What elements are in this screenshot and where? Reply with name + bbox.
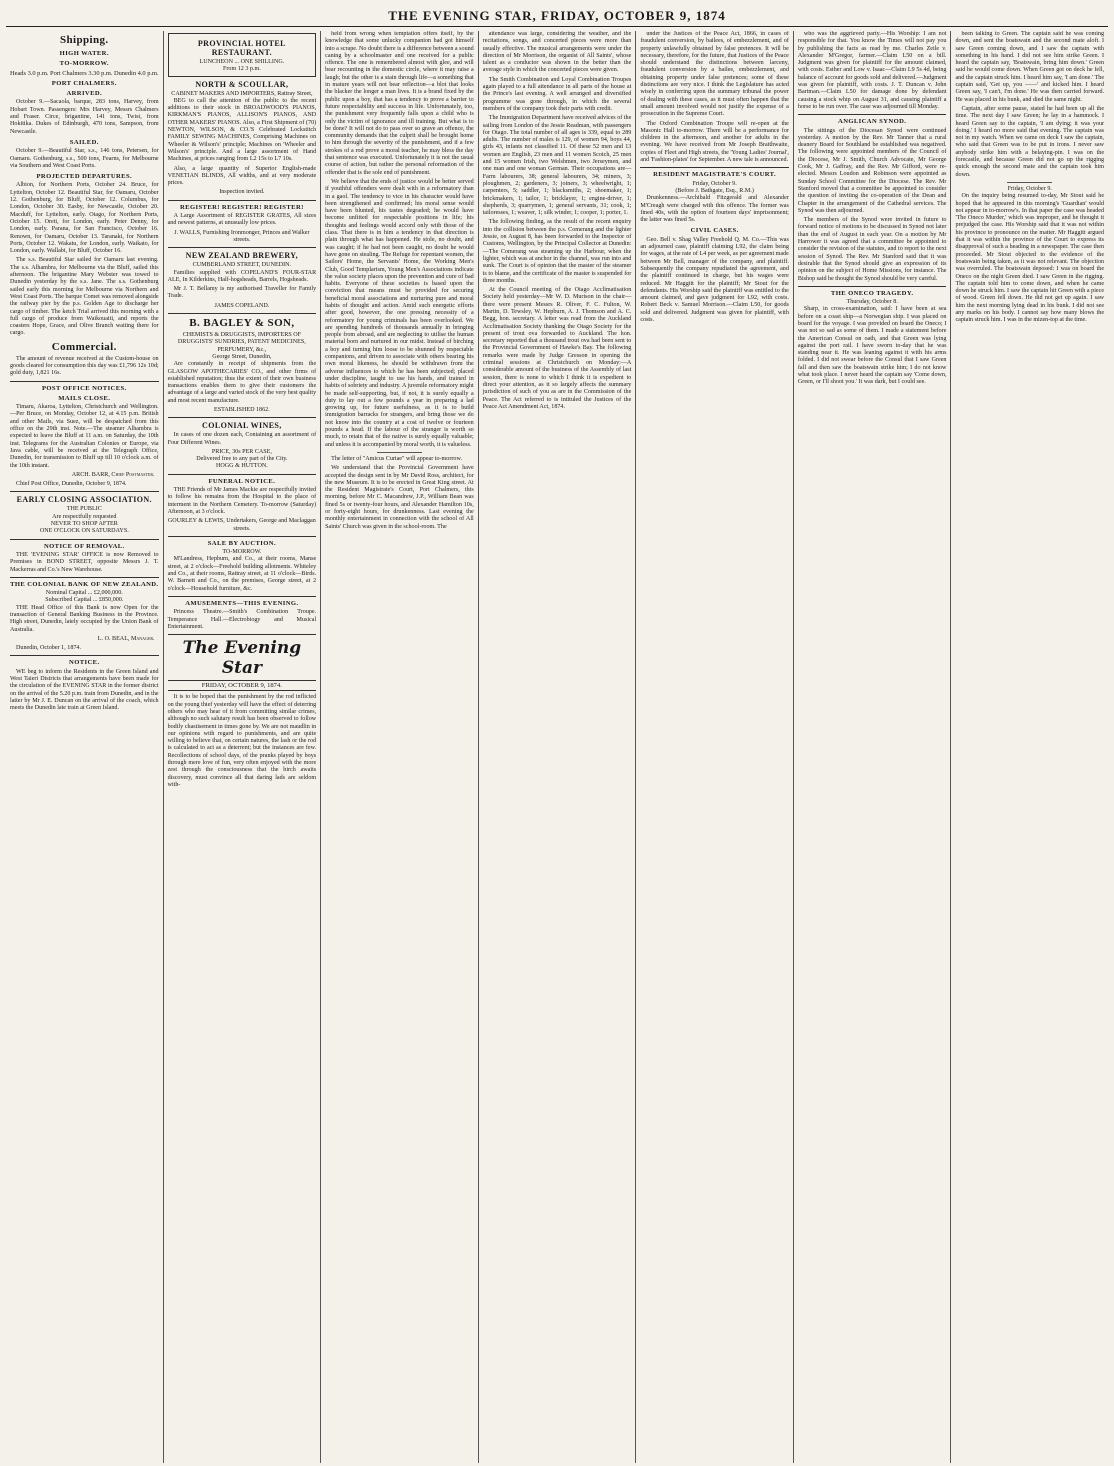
synod-text: The members of the Synod were invited in future to forward notice of motions to be discussed in Synod not later than the end of August in each year. On a motion by Mr Harrower it was agreed that a committee be appointed to consider the revision of the statutes, and to report to the next session of Synod. The Rev. Mr Stanford said that it was desirable that the Synod should give an expression of its opinion on the subject of Home Missions, for instance. The Bishop said he thought the Synod should be very careful. (797, 217, 947, 282)
friday-heading: Friday, October 9. (1007, 185, 1052, 192)
wines-price: PRICE, 30s PER CASE, (211, 448, 272, 455)
leader-continued: We believe that the ends of justice would be better served if youthful offenders were dealt with in a reformatory than in a gaol. The tendency to vice in his character would have been strengthened and confirmed; his moral sense would have been blunted, his tastes degraded; he would have become unfitted for respectable positions in life; his thoughts and feelings would accord only with those of the class. That there is in him a tendency in that direction is plain through what has happened. He stole, no doubt, and was caught; if he had not been caught, no doubt he would have gone on stealing. The Refuge for repentant women, the Sailors' Home, the Servants' Home, the Working Men's Club, Good Templarism, Young Men's Associations indicate the value society places upon the prevention and cure of bad habits. Everyone of these societies is based upon the conviction that means must be provided for securing beneficial moral associations and nurturing pure and moral habits of thought and action. Amid such energetic efforts after good, however, the one pressing necessity of a reformatory for young criminals has been overlooked. We are spending hundreds of thousands annually in bringing people from abroad, and are neglecting to utilise the human material born and nurtured in our midst. Instead of birching a boy and turning him loose to be shunned by respectable companions, and driven to associate with others bearing his own moral likeness, he should be withdrawn from the adverse influences to which he has been subjected; placed under discipline, taught to use his hands, and trained in habits of sobriety and industry. A juvenile reformatory might be made self-supporting, but, if not, it is surely equally a duty to lay out a few pounds a year in preparing a lad growing up, for future usefulness, as it is to build immigration barracks for strangers, and bring those we do not know into the country at a cost of twelve or fourteen pounds a head. If the labour of the stranger is worth so much, to retain that of the native is surely equally valuable; and unless it is accompanied by moral worth, it is valueless. (325, 178, 474, 448)
register-text: A Large Assortment of REGISTER GRATES, All sizes and newest patterns, at unusually low prices. (167, 213, 317, 227)
wines-delivery: Delivered free to any part of the City. (196, 456, 288, 463)
wines-signature: HOGG & HUTTON. (215, 463, 268, 470)
register-ad (168, 204, 317, 244)
early-closing-line: THE PUBLIC (66, 506, 102, 513)
civil-cases-heading: CIVIL CASES. (690, 227, 739, 235)
brewery-heading: NEW ZEALAND BREWERY, (185, 251, 299, 261)
hotel-hours: From 12 3 p.m. (222, 66, 261, 73)
rm-court-bench: (Before J. Bathgate, Esq., R.M.) (675, 187, 754, 194)
post-office-footer: Chief Post Office, Dunedin, October 9, 1874. (16, 481, 127, 488)
masthead (6, 6, 1108, 27)
oneco-date: Thursday, October 8. (846, 299, 898, 306)
bagley-established: ESTABLISHED 1862. (214, 406, 270, 413)
north-heading: NORTH & SCOULLAR, (195, 79, 289, 89)
early-closing-line: ONE O'CLOCK ON SATURDAYS. (39, 528, 129, 535)
north-text: BEG to call the attention of the public to the recent additions to their stock in BROADWOOD'S PIANOS, KIRKMAN'S PIANOS, ALLISON'S PIANOS, AND OTHER MAKERS' PIANOS. Also, a First Shipment of (70) NEWTON, WILSON, & CO.'S Celebrated Lockstitch FAMILY SEWING MACHINES, Comprising Machines on 'Wheeler & Wilson's' principle; Machines on 'Wheeler and Wilson's' principle. And a large assortment of Hand Machines, at prices ranging from L2 15s to L7 10s. (167, 97, 317, 163)
bagley-sub: CHEMISTS & DRUGGISTS, IMPORTERS OF DRUGGISTS' SUNDRIES, PATENT MEDICINES, PERFUMERY, &c., (177, 332, 306, 353)
early-closing-line: Are respectfully requested (52, 513, 117, 520)
divider (798, 114, 947, 115)
north-inspection: Inspection invited. (219, 189, 265, 196)
brewery-signature: JAMES COPELAND. (214, 302, 270, 309)
tide-dunedin: Dunedin 4.0 p.m. (114, 69, 159, 77)
rm-court-date: Friday, October 9. (692, 180, 737, 187)
wines-text: In cases of one dozen each, Containing an assortment of Four Different Wines. (167, 432, 317, 446)
local-news: The Smith Combination and Loyal Combination Troupes again played to a full attendance in all parts of the house at the Prince's last evening. A well arranged and diversified programme was gone through, in which the several members of the company took their parts with credit. (482, 76, 632, 112)
projected-text: Albion, for Northern Ports, October 24. Bruce, for Lyttelton, October 12. Beautiful Star, for Oamaru, October 12. Gothenburg, for Bluff, October 12. Columbus, for London, October 30. Easby, for Newcastle, October 20. Macduff, for Lyttelton, early. Otago, for Northern Ports, October 15. Oreti, for London, early. Peter Denny, for London, early. Parana, for San Francisco, October 16. Renown, for Oamaru, October 13. Taranaki, for Northern Ports, October 12. Wakatu, for London, early. Waikato, for London, early. Wallabi, for Bluff, October 16. (10, 182, 159, 255)
funeral-heading: FUNERAL NOTICE. (208, 477, 276, 485)
oneco-text: Sharp, in cross-examination, said: I have been at sea before on a coast ship—a Norwegian ship. I was placed on board for the voyage. I was provided on board the Oneco; I was not so sad as some of them. I made a statement before the American Consul on oath, and that Green was lying against the port rail. I have sworn to-day that he was standing near it. He was leaning against it with his arms folded. I did not swear before the Consul that I saw Green fall and then saw the boatswain strike him; I do not know what took place. I never heard the captain say 'Come down, Green, or I'll shoot you.' It was dark, but I could see. (797, 306, 947, 386)
divider (168, 634, 317, 635)
local-news: At the Council meeting of the Otago Acclimatisation Society held yesterday—Mr W. D. Murison in the chair—there were present Messrs R. Oliver, F. C. Fulton, W. Martin, D. Tewsley, W. Hepburn, A. J. Thomson and A. C. Begg, hon. secretary. A letter was read from the Auckland Acclimatisation Society thanking the Otago Society for the present of trout ova forwarded to Auckland. The hon. secretary reported that a thousand trout ova had been sent to the Provincial Government of Hawke's Bay. The following remarks were made by Judge Gresson in opening the criminal sessions at Christchurch on Monday:—A considerable amount of the business of the Assembly of last session, there is none to which I think it is expedient to direct your attention, as it so largely affects the summary jurisdiction of such of you as are in the Commission of the Peace. The Act referred to is intituled the Justices of the Peace Act Amendment Act, 1874. (482, 287, 632, 410)
north-scoullar-ad (168, 80, 317, 197)
bank-nominal-capital: Nominal Capital ... £2,000,000. (45, 590, 123, 597)
divider (10, 577, 159, 578)
wines-ad (168, 421, 317, 470)
civil-cases-text: Geo. Bell v. Shag Valley Freehold Q. M. Co.—This was an adjourned case, plaintiff claiming L92, the claim being for wages, at the rate of L4 per week, as per agreement made between Mr Bell, manager of the company, and plaintiff. Subsequently the company repudiated the agreement, and the plaintiff continued in charge, but his wages were reduced. Mr Haggitt for the plaintiff; Mr Stout for the defendants. His Worship said the plaintiff was entitled to the amount claimed, and gave judgment for L92, with costs. Robert Beck v. Samuel Morrison.—Claim L50, for goods sold and delivered. Judgment was given for plaintiff, with costs. (640, 236, 789, 323)
register-signature: J. WALLS, Furnishing Ironmonger, Princes and Walker streets. (174, 229, 310, 243)
early-closing-line: NEVER TO SHOP AFTER (50, 521, 118, 528)
divider (377, 452, 422, 453)
commercial-heading: Commercial. (51, 340, 117, 353)
local-news: under the Justices of the Peace Act, 1866, in cases of fraudulent conversion, by bailees, of embezzlement, and of property unlawfully obtained by false pretences. It will be necessary, therefore, for the future, that Justices of the Peace should understand the distinctions between larceny, fraudulent conversion by a bailee, embezzlement, and obtaining property under false pretences; some of these distinctions are very nice. I think the Legislature has acted wisely in conferring upon the summary tribunal the power of dealing with these cases, as it must often happen that the small amount involved would not justify the expense of a prosecution in the Supreme Court. (640, 31, 789, 118)
divider (10, 655, 159, 656)
local-news: The following finding, as the result of the recent enquiry into the collision between the p.s. Comerang and the lighter Jessie, on August 8, has been forwarded to the Inspector of Customs, Wellington, by the Principal Collector at Dunedin:—The Comerang was steaming up the Harbour, when the lighter, which was at anchor in the channel, was run into and sunk. The Court is of opinion that the master of the steamer is to blame, and the certificate of the master is suspended for three months. (482, 219, 632, 284)
paper-title: The Evening Star (182, 638, 302, 679)
brewery-text: Families supplied with COPELAND'S FOUR-STAR ALE, In Kilderkins, Half-hogsheads, Barrels, Hogsheads. (167, 269, 317, 283)
bagley-heading: B. BAGLEY & SON, (189, 317, 295, 330)
divider (798, 286, 947, 287)
funeral-signature: GOURLEY & LEWIS, Undertakers, George and Maclaggan streets. (167, 518, 316, 532)
commercial-text: The amount of revenue received at the Custom-house on goods cleared for consumption this day was £1,796 12s 10d; gold duty, 1,821 16s. (10, 355, 159, 377)
paper-date: FRIDAY, OCTOBER 9, 1874. (168, 680, 317, 691)
rm-court-heading: RESIDENT MAGISTRATE'S COURT. (653, 171, 777, 179)
brewery-sub: CUMBERLAND STREET, DUNEDIN. (192, 262, 292, 269)
notice-text: WE beg to inform the Residents in the Green Island and West Taieri Districts that arrangements have been made for the circulation of the EVENING STAR in the former district on the arrival of the 5.20 p.m. train from Dunedin, and in the latter by Mr J. E. Duncan on the arrival of the coach, which meets the Dunedin late train at Green Island. (10, 668, 159, 712)
arrived-text: October 9.—Sacaola, barque, 283 tons, Harvey, from Hobart Town. Passengers: Mrs Harvey, Messrs Chalmers and Fraser. Circe, brigantine, 141 tons, Twist, from Hokitika. Dukes of Edinburgh, 470 tons, Sampson, from Newcastle. (10, 99, 159, 135)
column-6 (794, 31, 952, 1463)
oneco-heading: THE ONECO TRAGEDY. (830, 289, 914, 297)
hotel-ad (168, 33, 317, 77)
local-news: We understand that the Provincial Government have accepted the design sent in by Mr David Ross, architect, for the new Museum. It is to be erected in Great King street. At the Resident Magistrate's Court, Port Chalmers, this morning, before Mr C. Macandrew, J.P., William Bean was fined 5s or twenty-four hours, and Alexander Hamilton 10s, or forty-eight hours, for drunkenness. Last evening the monthly entertainment in connection with the school of All Saints' Church was given in the school-room. The (325, 465, 474, 530)
wines-heading: COLONIAL WINES, (202, 421, 282, 431)
oneco-continued: Captain, after some pause, stated he had been up all the time. The next day I saw Green; he lay in a hammock. I heard Green say to the captain, 'I am dying; it was your doing.' I heard no more said that evening. The captain was not in my watch. When we came on deck I saw the captain, who said that Green was to be put in irons. I never saw anybody strike him with a belaying-pin. I was on the forecastle, and because Green did not go up the rigging quick enough the second mate and the captain took him down. (955, 105, 1105, 178)
rm-court-text: Drunkenness.—Archibald Fitzgerald and Alexander M'Creagh were charged with this offence. The former was fined 40s, with the option of fourteen days' imprisonment; the latter was fined 5s. (640, 195, 789, 224)
post-office-signature: ARCH. BARR, Chief Postmaster. (71, 471, 155, 478)
mails-close-heading: MAILS CLOSE. (58, 394, 111, 402)
sale-text: M'Landress, Hepburn, and Co., at their rooms, Manse street, at 2 o'clock—Freehold building allotments. Whiteley and Co., at their rooms, Rattray street, at 11 o'clock—Birds. W. Barnett and Co., on the premises, George street, at 2 o'clock—Household furniture, &c. (167, 556, 317, 592)
sale-sub: TO-MORROW. (222, 549, 262, 556)
letter-note: The letter of "Amicus Curiae" will appear to-morrow. (331, 455, 462, 462)
divider (168, 474, 317, 475)
sailed-heading: SAILED. (69, 138, 99, 146)
column-3 (321, 31, 479, 1463)
removal-text: THE 'EVENING STAR' OFFICE is now Removed to Premises in BOND STREET, opposite Messrs J. T. Mackerras and Co.'s New Warehouse. (10, 551, 159, 573)
early-closing-heading: EARLY CLOSING ASSOCIATION. (16, 495, 152, 505)
divider (168, 417, 317, 418)
brewery-ad (168, 251, 317, 310)
projected-heading: PROJECTED DEPARTURES. (36, 173, 133, 181)
oneco-continued: been talking to Green. The captain said he was coming down, and sent the boatswain and the second mate aloft. I saw Green coming down, and I saw the captain with something in his hand. I did not see him strike Green. I heard the captain say, 'Boatswain, bring him down.' Green said he would come down. When Green got on deck he fell, and the captain struck him. I heard him say, 'I am done.' The captain said, 'Get up, you ——' and kicked him. I heard Green say, 'I can't, I'm done.' He was then carried forward. He was placed in his bunk, and died the same night. (955, 31, 1105, 103)
divider (168, 536, 317, 537)
leader-continued: held from wrong when temptation offers itself, by the knowledge that some unlucky companion had got himself into a scrape. No doubt there is a difference between a sound caning by a schoolmaster and one received for a public offence. The one is remembered almost with glee, and will bear recounting in the domestic circle, where it may raise a laugh; but the other is a stain through life—a something that in mature years will not bear reflection—a blot that looks the blacker the longer a man lives. It is a brand fixed by the public upon a boy, that has a tendency to prove a barrier to future respectability and success in life. Unfortunately, too, the punishment very frequently falls upon a child who is only the victim of ignorance and ill training. But what is to be done? It will not do to pass over so grave an offence, the community demands that the culprit shall be brought home to him through the severity of the punishment, and if a few strokes of a rod prove a moral teacher, he may bless the day that sentence was executed. Unfortunately it is not the usual course of action, but rather the personal reformation of the offender that is the sole end of punishment. (325, 31, 474, 176)
sale-heading: SALE BY AUCTION. (207, 539, 276, 547)
notice-heading: NOTICE. (69, 659, 100, 667)
divider (10, 491, 159, 492)
oneco-friday-text: On the inquiry being resumed to-day, Mr Stout said he hoped that he appeared in this morning's 'Guardian' would not appear in to-morrow's. In that paper the case was headed 'The Oneco Murder,' which was improper, and he thought it prejudged the case. His Worship said that it was not within his province to pronounce on the matter. Mr Haggitt argued that it was within the province of the Court to express its disapproval of such a heading in a newspaper. The case then proceeded. Mr Stout objected to the evidence of the boatswain being taken, as it was not relevant. The objection was overruled. The boatswain deposed: I was on board the Oneco on the night Green died. I saw Green in the rigging. The captain told him to come down, and when he came down he struck him. I saw the captain hit Green with a piece of wood. Green fell down. He did not get up again. I saw him the next morning lying dead in his bunk. I did not see any marks on his body. I cannot say how many blows the captain struck him. I was in the mizen-top at the time. (955, 193, 1105, 324)
synod-text: The sittings of the Diocesan Synod were continued yesterday. A motion by the Rev. Mr Tanner that a rural deanery Board for Southland be established was negatived. The following were appointed members of the Council of the Diocese, Mr J. Smith, Church Advocate, Mr George Cook, Mr J. Gaffray, and the Rev. Mr Gifford, were re-elected. Messrs Loudon and Robinson were appointed as Sunday School Committee for the Diocese. The Rev. Mr Stanford moved that a committee be appointed to consider the question of inviting the co-operation of the Dean and Chapter in the arrangement of the Cathedral services. The Synod was then adjourned. (797, 127, 947, 214)
arrived-heading: ARRIVED. (66, 90, 103, 98)
divider (10, 539, 159, 540)
high-water-heading: HIGH WATER. (59, 50, 109, 57)
north-sub: CABINET MAKERS AND IMPORTERS, Rattray Street, (171, 90, 313, 97)
hotel-heading: PROVINCIAL HOTEL RESTAURANT. (197, 39, 286, 57)
column-1 (6, 31, 164, 1463)
masthead-title: THE EVENING STAR, FRIDAY, OCTOBER 9, 1874 (388, 8, 726, 23)
port-chalmers-heading: PORT CHALMERS. (51, 79, 117, 87)
sailed-text: October 9.—Beautiful Star, s.s., 146 tons, Petersen, for Oamaru. Gothenburg, s.s., 500 tons, Fearns, for Melbourne via Southern and West Coast Ports. (10, 148, 159, 169)
amusements-text: Princess Theatre.—Smith's Combination Troupe. Temperance Hall.—Electrobiogy and Musical Entertainment. (167, 609, 317, 630)
column-2 (164, 31, 322, 1463)
divider (1007, 182, 1052, 183)
bank-heading: THE COLONIAL BANK OF NEW ZEALAND. (10, 580, 159, 588)
local-news: The Oxford Combination Troupe will re-open at the Masonic Hall to-morrow. There will be a performance for children in the afternoon, and another for adults in the evening. We have received from Mr Joseph Braithwaite, copies of Fleet and High streets, the 'Young Ladies' Journal', and 'Fashion-plates' for September. A new tale is announced. (640, 120, 789, 164)
bank-date: Dunedin, October 1, 1874. (16, 645, 81, 652)
tides-row (10, 70, 159, 77)
hotel-luncheon: LUNCHEON ... ONE SHILLING. (199, 59, 285, 65)
post-office-text: Timaru, Akaroa, Lyttelton, Christchurch and Wellington.—Per Bruce, on Monday, October 12, at 4.15 p.m. British and other Mails, via Suez, will be despatched from this office on the 29th inst. Note.—The steamer Alhambra is expected to leave the Bluff at 11 a.m. on Saturday, the 10th inst. Telegrams for the Australian Colonies or Europe, via Java cable, will be received at the Telegraph Office, Dunedin, for transmission to Bluff up till 10 o'clock a.m. of the 10th instant. (10, 404, 159, 469)
divider (168, 596, 317, 597)
divider (168, 313, 317, 314)
tide-port-chalmers: Port Chalmers 3.30 p.m. (50, 69, 113, 77)
court-continued: who was the aggrieved party.—His Worship: I am not responsible for that. You know the Times will not pay you by publishing the facts as read by me. Charles Zeile v. Alexander M'Gregor, farmer.—Claim L50 on a bill. Judgment was given for plaintiff for the amount claimed, with costs. Esther and Low v. Isaac—Claim L9 5s 4d, being balance of account for goods sold and delivered.—Judgment was given for plaintiff, with costs. J. T. Duncan v. John Bartman.—Claim L50 for damage done by defendant causing a stock whip on August 31, and causing plaintiff a horse to be run over. The case was adjourned till Monday. (797, 31, 947, 110)
shipping-news: The s.s. Beautiful Star sailed for Oamaru last evening. The s.s. Alhambra, for Melbourne via the Bluff, sailed this afternoon. The brigantine Mary Webster was towed to Dunedin yesterday by the s.s. Jane. The s.s. Gothenburg sailed early this morning for Melbourne via Northern and West Coast Ports. The barque Comet was removed alongside the railway pier by the p.s. Golden Age to discharge her cargo of timber. The ketch Trial arrived this morning with a full cargo of produce from Waikouaiti, and reports the coasters Hope, Grace, and Olive Branch waiting there for cargo. (10, 257, 159, 337)
divider (10, 381, 159, 382)
columns (6, 31, 1108, 1463)
high-water-sub: TO-MORROW. (59, 60, 109, 68)
divider (640, 167, 789, 168)
column-5 (636, 31, 794, 1463)
leader-text: It is to be hoped that the punishment by the rod inflicted on the young thief yesterday will have the effect of deterring others who may hear of it from committing similar crimes, although no such salutary result has been observed to follow bodily chastisement in times gone by. We are not maudlin in our opinions with regard to punishments, and are quite willing to believe that, on certain natures, the lash or the rod is calculated to act as a deterrent; but the instances are few. Recollections of school days, of the pranks played by boys through mere love of fun, very often enjoyed with the more zest through the consciousness that the birch awaits discovery, must convince all that daring lads are seldom with- (167, 694, 317, 788)
bank-subscribed-capital: Subscribed Capital ... £850,000. (45, 597, 124, 604)
divider (168, 247, 317, 248)
brewery-note: Mr J. T. Bellamy is my authorised Traveller for Family Trade. (167, 286, 317, 300)
local-news: attendance was large, considering the weather, and the recitations, songs, and concerted pieces were more than usually effective. The musical arrangements were under the direction of Mr Morrison, the organist of All Saints', whose talent as a conductor was shown in the better than the average style in which the concerted pieces were given. (482, 31, 632, 74)
bank-signature: L. O. BEAL, Manager. (97, 635, 155, 642)
local-news: The Immigration Department have received advices of the sailing from London of the Jessie Readman, with passengers for Otago. The total number of all ages is 339, equal to 289 adults. The number of males is 129, of women 94, boys 44, girls 43, infants not classified 11. Of these 52 men and 13 women are English, 23 men and 11 women Scotch, 25 men and 15 women Irish, two Welshmen, two Jerseymen, and one man and one woman German. Their occupations are—Farm labourers, 38; general labourers, 34; miners, 3; ploughmen, 2; gardeners, 3; joiners, 3; wheelwright, 1; carpenters, 5; saddler, 1; blacksmiths, 2; shoemaker, 1; brickmakers, 1; tailor, 1; bricklayer, 1; engine-driver, 1; shepherds, 3; quarrymen, 1; general servants, 31; cook, 1; tailoresses, 1; weaver, 1; silk winder, 1; cooper, 1; porter, 1. (482, 115, 632, 217)
divider (168, 200, 317, 201)
synod-heading: ANGLICAN SYNOD. (838, 118, 907, 126)
bank-text: THE Head Office of this Bank is now Open for the transaction of General Banking Business in the Province. High street, Dunedin, lately occupied by the Union Bank of Australia. (10, 604, 159, 633)
register-heading: REGISTER! REGISTER! REGISTER! (180, 203, 304, 211)
removal-heading: NOTICE OF REMOVAL. (43, 542, 125, 550)
amusements-heading: AMUSEMENTS—THIS EVENING. (185, 599, 299, 607)
tide-heads: Heads 3.0 p.m. (10, 69, 49, 77)
bagley-ad (168, 317, 317, 414)
bagley-address: George Street, Dunedin, (212, 353, 272, 360)
bagley-text: Are constantly in receipt of shipments from the GLASGOW APOTHECARIES' CO., and other firms of established reputation; thus the extent of their own business transactions enables them to give their customers the advantage of a large and varied stock of the very best quality and most recent manufacture. (167, 361, 317, 404)
column-4 (479, 31, 637, 1463)
post-office-heading: POST OFFICE NOTICES. (41, 384, 127, 392)
funeral-text: THE Friends of Mr James Mackie are respectfully invited to follow his remains from the Hospital to the place of interment in the Northern Cemetery. To-morrow (Saturday) Afternoon, at 3 o'clock. (167, 487, 317, 515)
column-7 (951, 31, 1108, 1463)
north-venetian: Also, a large quantity of Superior English-made VENETIAN BLINDS, All widths, and at very moderate prices. (167, 165, 317, 187)
shipping-heading: Shipping. (60, 34, 109, 46)
